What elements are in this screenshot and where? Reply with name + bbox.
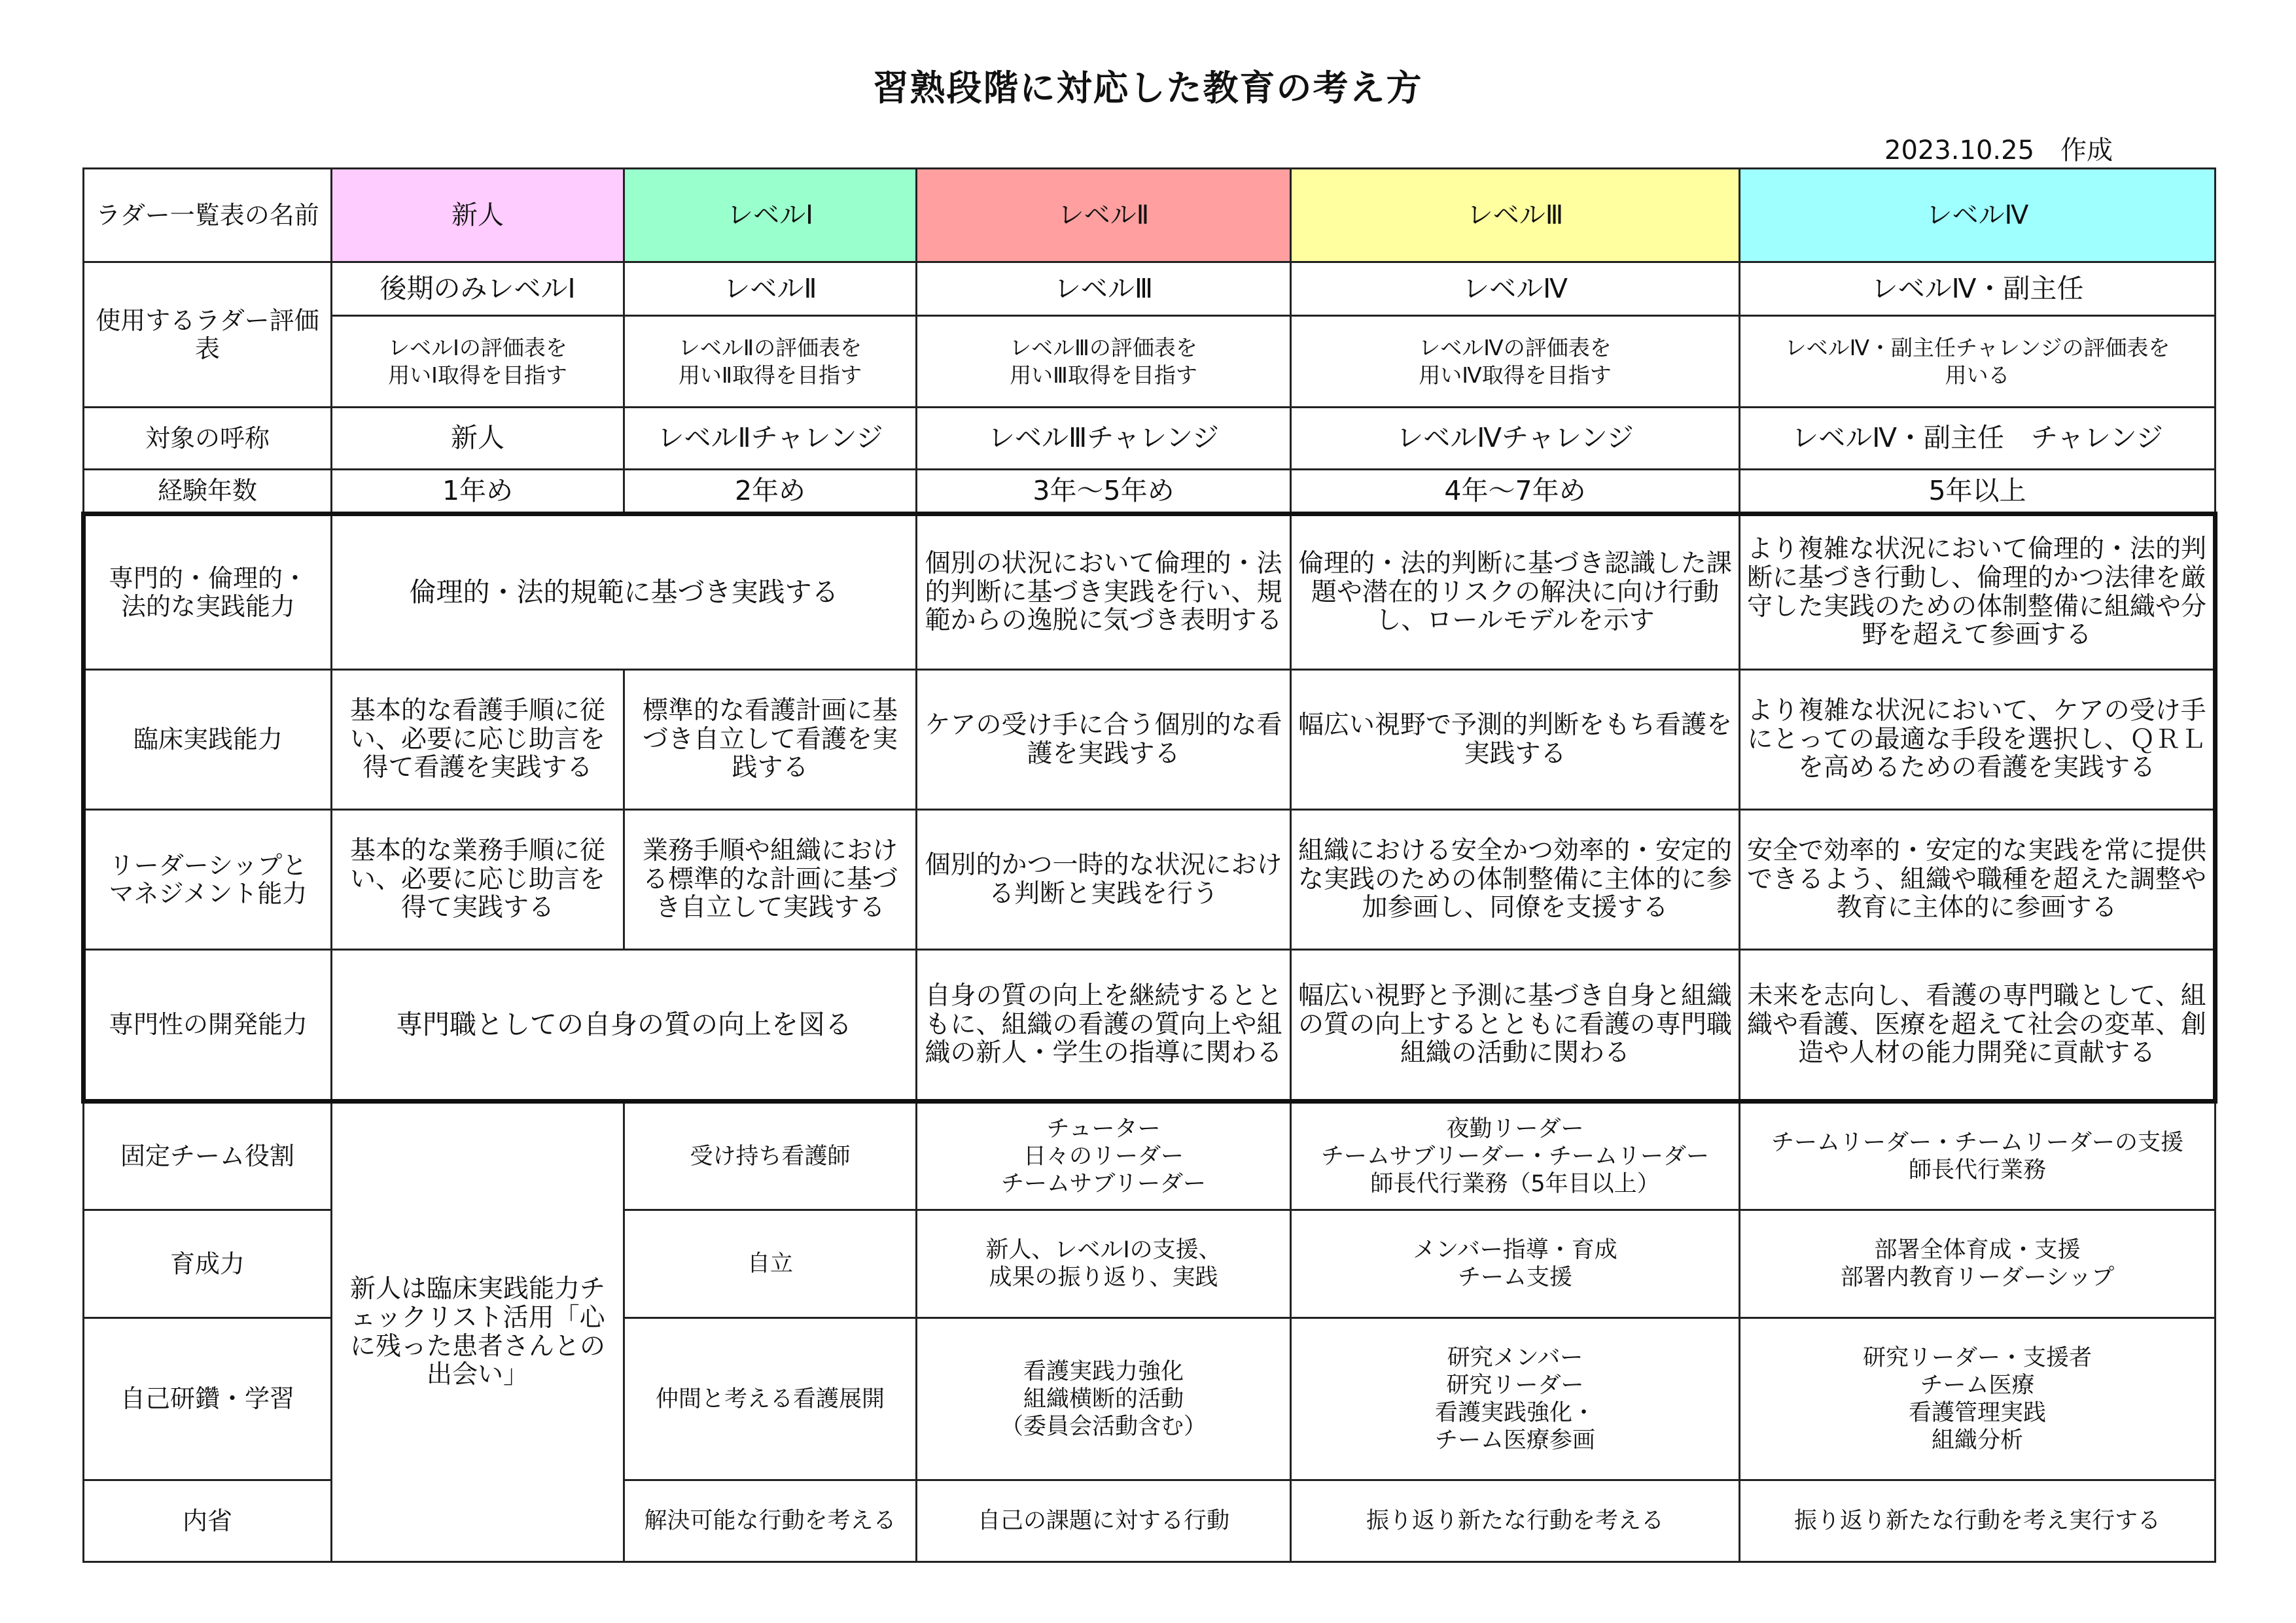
target-name-l2: レベルⅢチャレンジ (917, 408, 1291, 470)
training-l1: 自立 (624, 1210, 917, 1318)
experience-new: 1年め (332, 470, 624, 514)
competency-leadership-row (84, 810, 2216, 950)
level-header-new: 新人 (332, 169, 624, 262)
competency-development-row (84, 950, 2216, 1102)
ladder-sheet-l1: レベルⅡ (624, 262, 917, 316)
ladder-note-row (84, 316, 2216, 408)
clinical-l1: 標準的な看護計画に基づき自立して看護を実践する (624, 670, 917, 810)
experience-l2: 3年〜5年め (917, 470, 1291, 514)
page-title: 習熟段階に対応した教育の考え方 (873, 67, 1423, 109)
study-l4: 研究リーダー・支援者 チーム医療 看護管理実践 組織分析 (1740, 1318, 2216, 1480)
ladder-note-l2: レベルⅢの評価表を 用いⅢ取得を目指す (917, 316, 1291, 408)
experience-l3: 4年〜7年め (1291, 470, 1740, 514)
team-role-l3: 夜勤リーダー チームサブリーダー・チームリーダー 師長代行業務（5年目以上） (1291, 1102, 1740, 1210)
ethics-l4: より複雑な状況において倫理的・法的判断に基づき行動し、倫理的かつ法律を厳守した実践のための体制整備に組織や分野を超えて参画する (1740, 514, 2216, 670)
leadership-l4: 安全で効率的・安定的な実践を常に提供できるよう、組織や職種を超えた調整や教育に主体的に参画する (1740, 810, 2216, 950)
level-header-4: レベルⅣ (1740, 169, 2216, 262)
leadership-l2: 個別的かつ一時的な状況における判断と実践を行う (917, 810, 1291, 950)
competency-clinical-row (84, 670, 2216, 810)
row-label-team-role: 固定チーム役割 (84, 1102, 332, 1210)
ladder-note-l4: レベルⅣ・副主任チャレンジの評価表を 用いる (1740, 316, 2216, 408)
level-header-1: レベルⅠ (624, 169, 917, 262)
development-new-l1: 専門職としての自身の質の向上を図る (332, 950, 917, 1102)
new-nurse-note: 新人は臨床実践能力チェックリスト活用「心に残った患者さんとの出会い」 (332, 1102, 624, 1562)
reflection-l1: 解決可能な行動を考える (624, 1480, 917, 1562)
row-label-target-name: 対象の呼称 (84, 408, 332, 470)
leadership-new: 基本的な業務手順に従い、必要に応じ助言を得て実践する (332, 810, 624, 950)
development-l2: 自身の質の向上を継続するとともに、組織の看護の質向上や組織の新人・学生の指導に関わる (917, 950, 1291, 1102)
row-label-reflection: 内省 (84, 1480, 332, 1562)
target-name-new: 新人 (332, 408, 624, 470)
ethics-l2: 個別の状況において倫理的・法的判断に基づき実践を行い、規範からの逸脱に気づき表明する (917, 514, 1291, 670)
experience-row (84, 470, 2216, 514)
clinical-new: 基本的な看護手順に従い、必要に応じ助言を得て看護を実践する (332, 670, 624, 810)
level-header-2: レベルⅡ (917, 169, 1291, 262)
role-team-row (84, 1102, 2216, 1210)
ladder-note-l1: レベルⅡの評価表を 用いⅡ取得を目指す (624, 316, 917, 408)
ladder-sheet-row (84, 262, 2216, 316)
development-l3: 幅広い視野と予測に基づき自身と組織の質の向上するとともに看護の専門職組織の活動に関わる (1291, 950, 1740, 1102)
row-label-experience: 経験年数 (84, 470, 332, 514)
development-l4: 未来を志向し、看護の専門職として、組織や看護、医療を超えて社会の変革、創造や人材の能力開発に貢献する (1740, 950, 2216, 1102)
reflection-l3: 振り返り新たな行動を考える (1291, 1480, 1740, 1562)
study-l3: 研究メンバー 研究リーダー 看護実践強化・ チーム医療参画 (1291, 1318, 1740, 1480)
training-l3: メンバー指導・育成 チーム支援 (1291, 1210, 1740, 1318)
ladder-sheet-new: 後期のみレベルⅠ (332, 262, 624, 316)
team-role-l2: チューター 日々のリーダー チームサブリーダー (917, 1102, 1291, 1210)
study-l1: 仲間と考える看護展開 (624, 1318, 917, 1480)
row-label-ladder-sheet: 使用するラダー評価表 (84, 262, 332, 408)
ladder-sheet-l3: レベルⅣ (1291, 262, 1740, 316)
clinical-l3: 幅広い視野で予測的判断をもち看護を実践する (1291, 670, 1740, 810)
training-l2: 新人、レベルⅠの支援、 成果の振り返り、実践 (917, 1210, 1291, 1318)
row-label-development: 専門性の開発能力 (84, 950, 332, 1102)
target-name-row (84, 408, 2216, 470)
ladder-sheet-l2: レベルⅢ (917, 262, 1291, 316)
row-label-ethics: 専門的・倫理的・ 法的な実践能力 (84, 514, 332, 670)
target-name-l3: レベルⅣチャレンジ (1291, 408, 1740, 470)
reflection-l2: 自己の課題に対する行動 (917, 1480, 1291, 1562)
ethics-l3: 倫理的・法的判断に基づき認識した課題や潜在的リスクの解決に向け行動し、ロールモデルを示す (1291, 514, 1740, 670)
reflection-l4: 振り返り新たな行動を考え実行する (1740, 1480, 2216, 1562)
level-header-row (84, 169, 2216, 262)
ethics-new-l1: 倫理的・法的規範に基づき実践する (332, 514, 917, 670)
ladder-table (81, 167, 2217, 1563)
row-label-leadership: リーダーシップと マネジメント能力 (84, 810, 332, 950)
leadership-l3: 組織における安全かつ効率的・安定的な実践のための体制整備に主体的に参加参画し、同僚を支援する (1291, 810, 1740, 950)
ladder-sheet-l4: レベルⅣ・副主任 (1740, 262, 2216, 316)
study-l2: 看護実践力強化 組織横断的活動 （委員会活動含む） (917, 1318, 1291, 1480)
level-header-3: レベルⅢ (1291, 169, 1740, 262)
ladder-note-l3: レベルⅣの評価表を 用いⅣ取得を目指す (1291, 316, 1740, 408)
row-label-training: 育成力 (84, 1210, 332, 1318)
row-label-ladder-name: ラダー一覧表の名前 (84, 169, 332, 262)
experience-l4: 5年以上 (1740, 470, 2216, 514)
experience-l1: 2年め (624, 470, 917, 514)
clinical-l2: ケアの受け手に合う個別的な看護を実践する (917, 670, 1291, 810)
row-label-clinical: 臨床実践能力 (84, 670, 332, 810)
ladder-note-new: レベルⅠの評価表を 用いⅠ取得を目指す (332, 316, 624, 408)
creation-date: 2023.10.25 作成 (1884, 135, 2113, 166)
team-role-l4: チームリーダー・チームリーダーの支援 師長代行業務 (1740, 1102, 2216, 1210)
target-name-l1: レベルⅡチャレンジ (624, 408, 917, 470)
competency-ethics-row (84, 514, 2216, 670)
training-l4: 部署全体育成・支援 部署内教育リーダーシップ (1740, 1210, 2216, 1318)
team-role-l1: 受け持ち看護師 (624, 1102, 917, 1210)
target-name-l4: レベルⅣ・副主任 チャレンジ (1740, 408, 2216, 470)
leadership-l1: 業務手順や組織における標準的な計画に基づき自立して実践する (624, 810, 917, 950)
row-label-study: 自己研鑽・学習 (84, 1318, 332, 1480)
clinical-l4: より複雑な状況において、ケアの受け手にとっての最適な手段を選択し、ＱＲＬを高めるための看護を実践する (1740, 670, 2216, 810)
